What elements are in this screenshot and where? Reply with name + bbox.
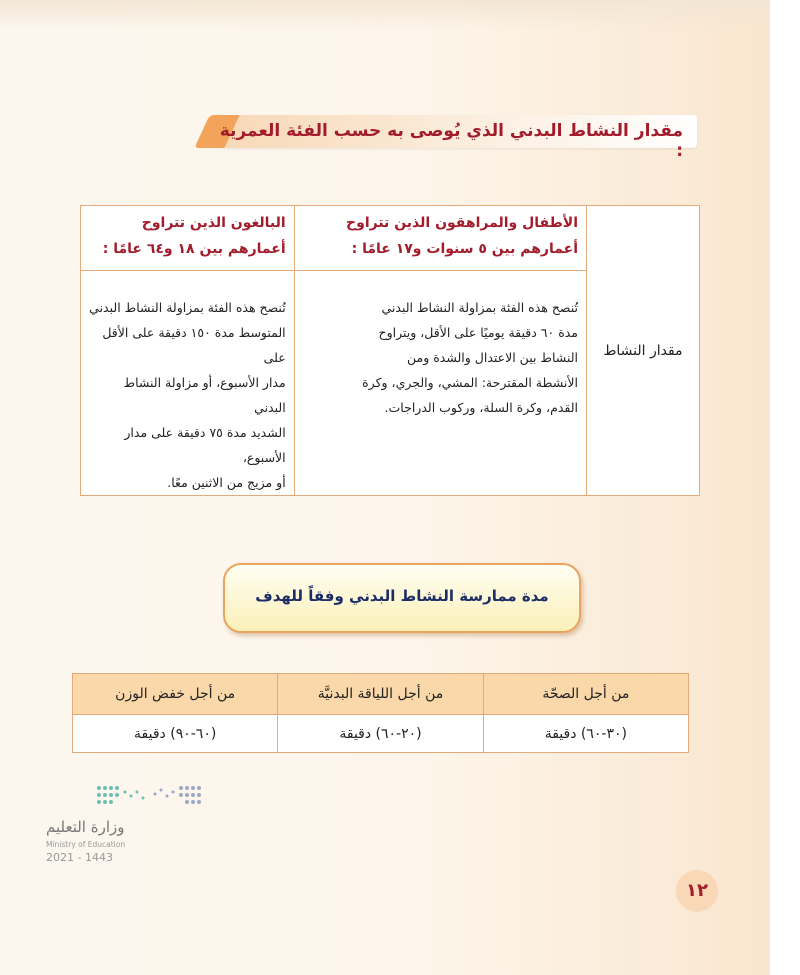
goal-header-weight-loss: من أجل خفض الوزن: [73, 674, 278, 715]
goal-value-weight-loss: (٦٠-٩٠) دقيقة: [73, 715, 278, 753]
text-line: المتوسط مدة ١٥٠ دقيقة على الأقل على: [102, 325, 286, 365]
row-label: مقدار النشاط: [587, 206, 700, 496]
text-line: أو مزيج من الاثنين معًا.: [167, 475, 286, 490]
activity-table: [80, 205, 700, 496]
text-line: تُنصح هذه الفئة بمزاولة النشاط البدني: [89, 300, 286, 315]
adults-recommendation: [81, 271, 295, 496]
page-number: ١٢: [676, 870, 718, 912]
text-line: مدار الأسبوع، أو مزاولة النشاط البدني: [123, 375, 286, 415]
goal-table: [72, 673, 689, 753]
goal-heading-box: [223, 563, 581, 633]
goal-value-fitness: (٢٠-٦٠) دقيقة: [278, 715, 483, 753]
top-band: [0, 0, 770, 30]
goal-heading: مدة ممارسة النشاط البدني وفقاً للهدف: [255, 587, 549, 605]
section-title-banner: [212, 115, 697, 161]
text-line: القدم، وكرة السلة، وركوب الدراجات.: [384, 400, 578, 415]
ministry-logo-dots-icon: [89, 780, 219, 810]
goal-header-health: من أجل الصحّة: [483, 674, 688, 715]
goal-header-fitness: من أجل اللياقة البدنيَّة: [278, 674, 483, 715]
text-line: النشاط بين الاعتدال والشدة ومن: [406, 350, 578, 365]
ministry-year: 2021 - 1443: [46, 851, 113, 864]
goal-value-health: (٣٠-٦٠) دقيقة: [483, 715, 688, 753]
children-recommendation: [294, 271, 586, 496]
text-line: مدة ٦٠ دقيقة يوميًا على الأقل، ويتراوح: [378, 325, 578, 340]
ministry-logo: [36, 775, 196, 875]
text-line: الأنشطة المقترحة: المشي، والجري، وكرة: [362, 375, 578, 390]
header-children: الأطفال والمراهقون الذين تتراوح أعمارهم بين ٥ سنوات و١٧ عامًا :: [294, 206, 586, 271]
ministry-name-arabic: وزارة التعليم: [46, 818, 125, 836]
text-line: الشديد مدة ٧٥ دقيقة على مدار الأسبوع،: [124, 425, 286, 465]
text-line: تُنصح هذه الفئة بمزاولة النشاط البدني: [381, 300, 578, 315]
ministry-name-english: Ministry of Education: [46, 840, 126, 849]
section-title: مقدار النشاط البدني الذي يُوصى به حسب الفئة العمرية :: [219, 121, 683, 161]
header-adults: البالغون الذين تتراوح أعمارهم بين ١٨ و٦٤ عامًا :: [81, 206, 295, 271]
